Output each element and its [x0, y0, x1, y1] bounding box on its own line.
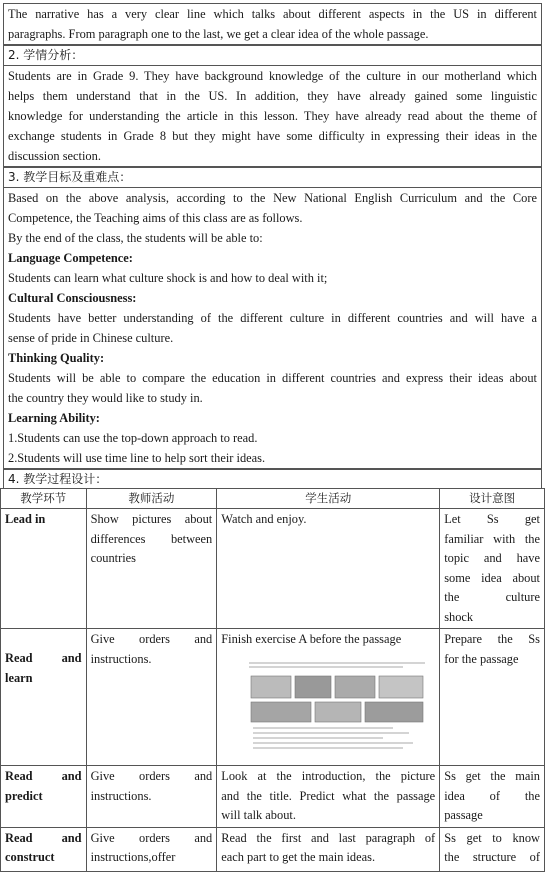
- student-cell: [217, 766, 440, 828]
- intent-cell: [440, 629, 545, 766]
- cell-line: idea of the: [444, 788, 540, 803]
- cell-line: passage: [444, 808, 483, 822]
- cell-line: predict: [5, 788, 43, 803]
- table-row: [1, 827, 545, 871]
- paragraph-line: Students are in Grade 9. They have background knowledge of the culture in our motherland which: [8, 69, 537, 83]
- cell-line: Read and: [5, 769, 82, 783]
- cell-line: for the passage: [444, 651, 519, 666]
- column-header: 设计意图: [440, 489, 545, 509]
- intro-section: [3, 3, 542, 45]
- cell-line: shock: [444, 609, 474, 624]
- intro-line: The narrative has a very clear line which talks about different aspects in the US in different: [8, 7, 537, 21]
- subheading-cultural: Cultural Consciousness:: [8, 291, 137, 305]
- cell-line: instructions.: [90, 788, 152, 803]
- cell-line: Let Ss get: [444, 512, 540, 526]
- cell-line: Show pictures about: [90, 512, 213, 526]
- procedure-table: [0, 488, 545, 872]
- stage-cell: [1, 766, 87, 828]
- cell-line: Prepare the Ss: [444, 632, 540, 646]
- exercise-thumbnail-image: [243, 660, 431, 752]
- paragraph-line: 2.Students will use time line to help sort their ideas.: [8, 451, 266, 465]
- cell-line: Read and: [5, 830, 82, 845]
- intent-cell: [440, 827, 545, 871]
- stage-cell: [1, 509, 87, 629]
- section-heading: 3. 教学目标及重难点：: [4, 167, 541, 188]
- cell-line: Read the first and last paragraph of: [221, 830, 436, 845]
- paragraph-line: 1.Students can use the top-down approach to read.: [8, 431, 258, 445]
- stage-cell: [1, 629, 87, 766]
- paragraph-line: Based on the above analysis, according to the New National English Curriculum and the Core: [8, 191, 537, 205]
- teacher-cell: [86, 766, 217, 828]
- table-header-row: [1, 489, 545, 509]
- exercise-image: [243, 660, 431, 752]
- student-cell: [217, 629, 440, 766]
- paragraph-line: exchange students in Grade 8 but they might have some difficulty in expressing their ideas in the: [8, 129, 537, 143]
- cell-line: the structure of: [444, 850, 540, 864]
- student-cell: [217, 827, 440, 871]
- cell-line: construct: [5, 850, 55, 864]
- teacher-cell: [86, 629, 217, 766]
- procedure-section: [3, 469, 542, 489]
- paragraph-line: helps them understand that in the US. In addition, they have already gained some linguistic: [8, 89, 537, 103]
- paragraph-line: Students will be able to compare the education in different countries and express their ideas about: [8, 371, 537, 385]
- cell-line: Give orders and: [90, 830, 213, 845]
- cell-line: each part to get the main ideas.: [221, 850, 376, 864]
- cell-line: countries: [90, 551, 136, 565]
- cell-line: Ss get to know: [444, 830, 540, 845]
- cell-line: differences between: [90, 531, 213, 546]
- intent-cell: [440, 509, 545, 629]
- cell-line: and the title. Predict what the passage: [221, 788, 436, 803]
- section-heading: 4. 教学过程设计：: [4, 469, 541, 489]
- cell-line: topic and have: [444, 551, 540, 565]
- cell-line: some idea about: [444, 570, 540, 585]
- intent-cell: [440, 766, 545, 828]
- stage-cell: [1, 827, 87, 871]
- cell-line: Give orders and: [90, 632, 213, 646]
- cell-line: Finish exercise A before the passage: [221, 632, 402, 646]
- cell-line: learn: [5, 670, 33, 685]
- document-page: [3, 3, 542, 489]
- learner-analysis-section: [3, 45, 542, 167]
- table-row: [1, 629, 545, 766]
- paragraph-line: Students can learn what culture shock is and how to deal with it;: [8, 271, 328, 285]
- cell-line: Lead in: [5, 512, 46, 526]
- paragraph-line: Students have better understanding of the different culture in different countries and will have a: [8, 311, 537, 325]
- cell-line: will talk about.: [221, 808, 296, 822]
- cell-line: Look at the introduction, the picture: [221, 769, 436, 783]
- subheading-learning: Learning Ability:: [8, 411, 100, 425]
- paragraph-line: knowledge for understanding the article in this lesson. They have already read about the theme of: [8, 109, 537, 123]
- column-header: 教学环节: [1, 489, 87, 509]
- intro-line: paragraphs. From paragraph one to the last, we get a clear idea of the whole passage.: [8, 27, 429, 41]
- cell-line: Give orders and: [90, 769, 213, 783]
- table-row: [1, 766, 545, 828]
- teacher-cell: [86, 509, 217, 629]
- cell-line: Ss get the main: [444, 769, 540, 783]
- paragraph-line: Competence, the Teaching aims of this class are as follows.: [8, 211, 303, 225]
- teacher-cell: [86, 827, 217, 871]
- subheading-language: Language Competence:: [8, 251, 133, 265]
- teaching-aims-section: [3, 167, 542, 469]
- cell-line: instructions.: [90, 651, 152, 666]
- table-row: [1, 509, 545, 629]
- paragraph-line: sense of pride in Chinese culture.: [8, 331, 174, 345]
- column-header: 学生活动: [217, 489, 440, 509]
- subheading-thinking: Thinking Quality:: [8, 351, 105, 365]
- paragraph-line: the country they would like to study in.: [8, 391, 203, 405]
- paragraph-line: By the end of the class, the students will be able to:: [8, 231, 263, 245]
- student-cell: [217, 509, 440, 629]
- cell-line: Watch and enjoy.: [221, 512, 307, 526]
- cell-line: instructions,offer: [90, 850, 176, 864]
- cell-line: the culture: [444, 590, 540, 604]
- paragraph-line: discussion section.: [8, 149, 101, 163]
- section-heading: 2. 学情分析：: [4, 45, 541, 66]
- column-header: 教师活动: [86, 489, 217, 509]
- cell-line: familiar with the: [444, 531, 540, 546]
- cell-line: Read and: [5, 651, 82, 665]
